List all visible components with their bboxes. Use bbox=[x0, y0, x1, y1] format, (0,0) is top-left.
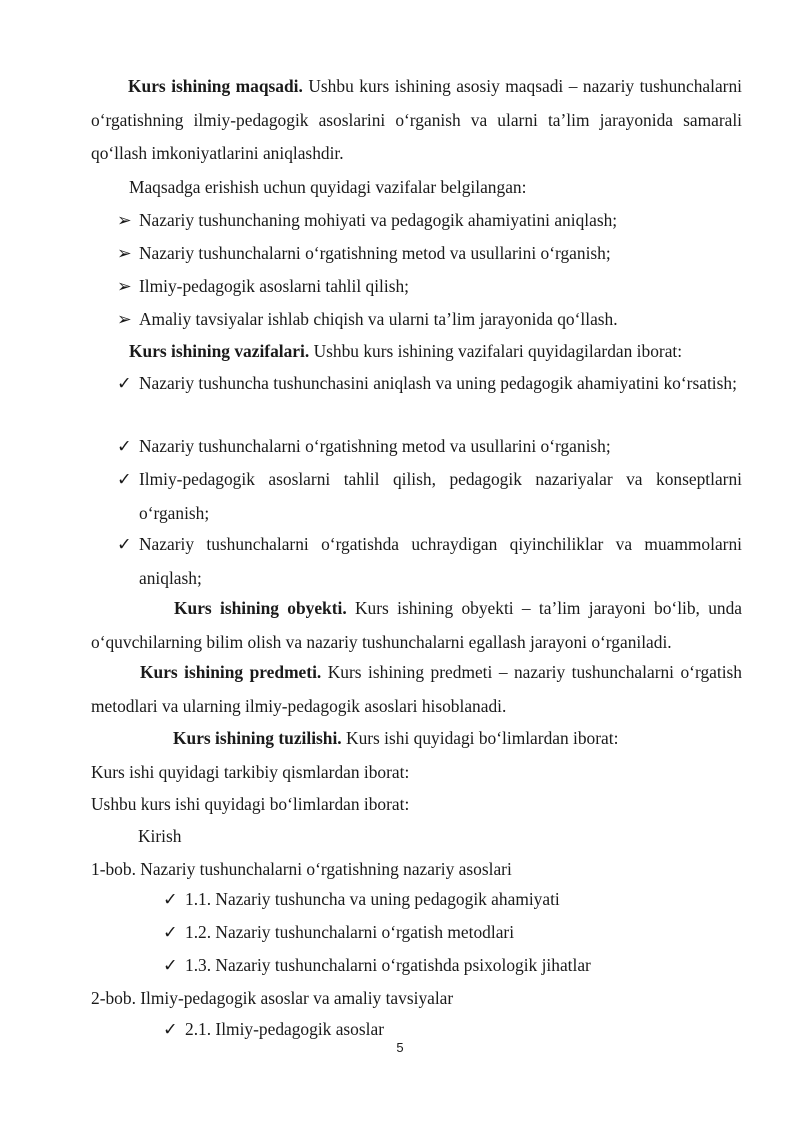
object-text: Kurs ishining obyekti – ta’lim jarayoni bo‘lib, unda o‘quvchilarning bilim olish va nazariy tushunchalarni egallash jarayoni o‘rganiladi. bbox=[91, 598, 743, 652]
intro-line: Maqsadga erishish uchun quyidagi vazifalar belgilangan: bbox=[129, 177, 527, 197]
arrow-bullet-icon: ➢ bbox=[117, 210, 132, 230]
check-list-item: ✓ Ilmiy-pedagogik asoslarni tahlil qilish, pedagogik nazariyalar va konseptlarni o‘rganish; bbox=[117, 463, 742, 530]
arrow-bullet-icon: ➢ bbox=[117, 309, 132, 329]
goal-paragraph bbox=[91, 70, 742, 171]
checkmark-icon: ✓ bbox=[117, 436, 132, 456]
structure-text: Kurs ishi quyidagi bo‘limlardan iborat: bbox=[346, 728, 619, 748]
tasks-heading: Kurs ishining vazifalari. bbox=[129, 341, 310, 361]
arrow-list-item: ➢ Ilmiy-pedagogik asoslarni tahlil qilish; bbox=[117, 270, 742, 304]
checkmark-icon: ✓ bbox=[163, 1019, 178, 1039]
checkmark-icon: ✓ bbox=[163, 922, 178, 942]
goal-heading: Kurs ishining maqsadi. bbox=[128, 76, 303, 96]
checkmark-icon: ✓ bbox=[117, 373, 132, 393]
structure-heading: Kurs ishining tuzilishi. bbox=[173, 728, 342, 748]
object-paragraph bbox=[91, 592, 742, 659]
arrow-bullet-icon: ➢ bbox=[117, 276, 132, 296]
subject-text: Kurs ishining predmeti – nazariy tushunchalarni o‘rgatish metodlari va ularning ilmiy-pedagogik asoslari hisoblanadi. bbox=[91, 662, 742, 716]
introduction-label: Kirish bbox=[138, 826, 182, 846]
arrow-bullet-icon: ➢ bbox=[117, 243, 132, 263]
checkmark-icon: ✓ bbox=[117, 469, 132, 489]
subject-paragraph bbox=[91, 656, 742, 723]
tasks-paragraph bbox=[129, 335, 682, 369]
tasks-text: Ushbu kurs ishining vazifalari quyidagilardan iborat: bbox=[313, 341, 683, 361]
plain-line: Ushbu kurs ishi quyidagi bo‘limlardan iborat: bbox=[91, 794, 410, 814]
object-heading: Kurs ishining obyekti. bbox=[174, 598, 347, 618]
plain-line: Kurs ishi quyidagi tarkibiy qismlardan iborat: bbox=[91, 762, 410, 782]
check-list-item: ✓ Nazariy tushunchalarni o‘rgatishda uchraydigan qiyinchiliklar va muammolarni aniqlash; bbox=[117, 528, 742, 595]
chapter-1-item: ✓ 1.3. Nazariy tushunchalarni o‘rgatishda psixologik jihatlar bbox=[163, 949, 591, 983]
checkmark-icon: ✓ bbox=[117, 534, 132, 554]
arrow-list-item: ➢ Amaliy tavsiyalar ishlab chiqish va ularni ta’lim jarayonida qo‘llash. bbox=[117, 303, 742, 337]
check-list-item: ✓ Nazariy tushunchalarni o‘rgatishning metod va usullarini o‘rganish; bbox=[117, 430, 742, 464]
page-number: 5 bbox=[396, 1040, 404, 1055]
chapter-1-title: 1-bob. Nazariy tushunchalarni o‘rgatishning nazariy asoslari bbox=[91, 859, 512, 879]
subject-heading: Kurs ishining predmeti. bbox=[140, 662, 322, 682]
chapter-2-item: ✓ 2.1. Ilmiy-pedagogik asoslar bbox=[163, 1013, 384, 1047]
goal-text: Ushbu kurs ishining asosiy maqsadi – nazariy tushunchalarni o‘rgatishning ilmiy-pedagogik asoslarini o‘rganish va ularni ta’lim jarayonida samarali qo‘llash imkoniyatlarini aniqlashdir. bbox=[91, 76, 742, 164]
check-list-item: ✓ Nazariy tushuncha tushunchasini aniqlash va uning pedagogik ahamiyatini ko‘rsatish; bbox=[117, 367, 742, 401]
chapter-1-item: ✓ 1.2. Nazariy tushunchalarni o‘rgatish metodlari bbox=[163, 916, 514, 950]
checkmark-icon: ✓ bbox=[163, 955, 178, 975]
chapter-1-item: ✓ 1.1. Nazariy tushuncha va uning pedagogik ahamiyati bbox=[163, 883, 560, 917]
arrow-list-item: ➢ Nazariy tushunchalarni o‘rgatishning metod va usullarini o‘rganish; bbox=[117, 237, 742, 271]
arrow-list-item: ➢ Nazariy tushunchaning mohiyati va pedagogik ahamiyatini aniqlash; bbox=[117, 204, 742, 238]
structure-paragraph bbox=[173, 722, 618, 756]
checkmark-icon: ✓ bbox=[163, 889, 178, 909]
chapter-2-title: 2-bob. Ilmiy-pedagogik asoslar va amaliy tavsiyalar bbox=[91, 988, 454, 1008]
